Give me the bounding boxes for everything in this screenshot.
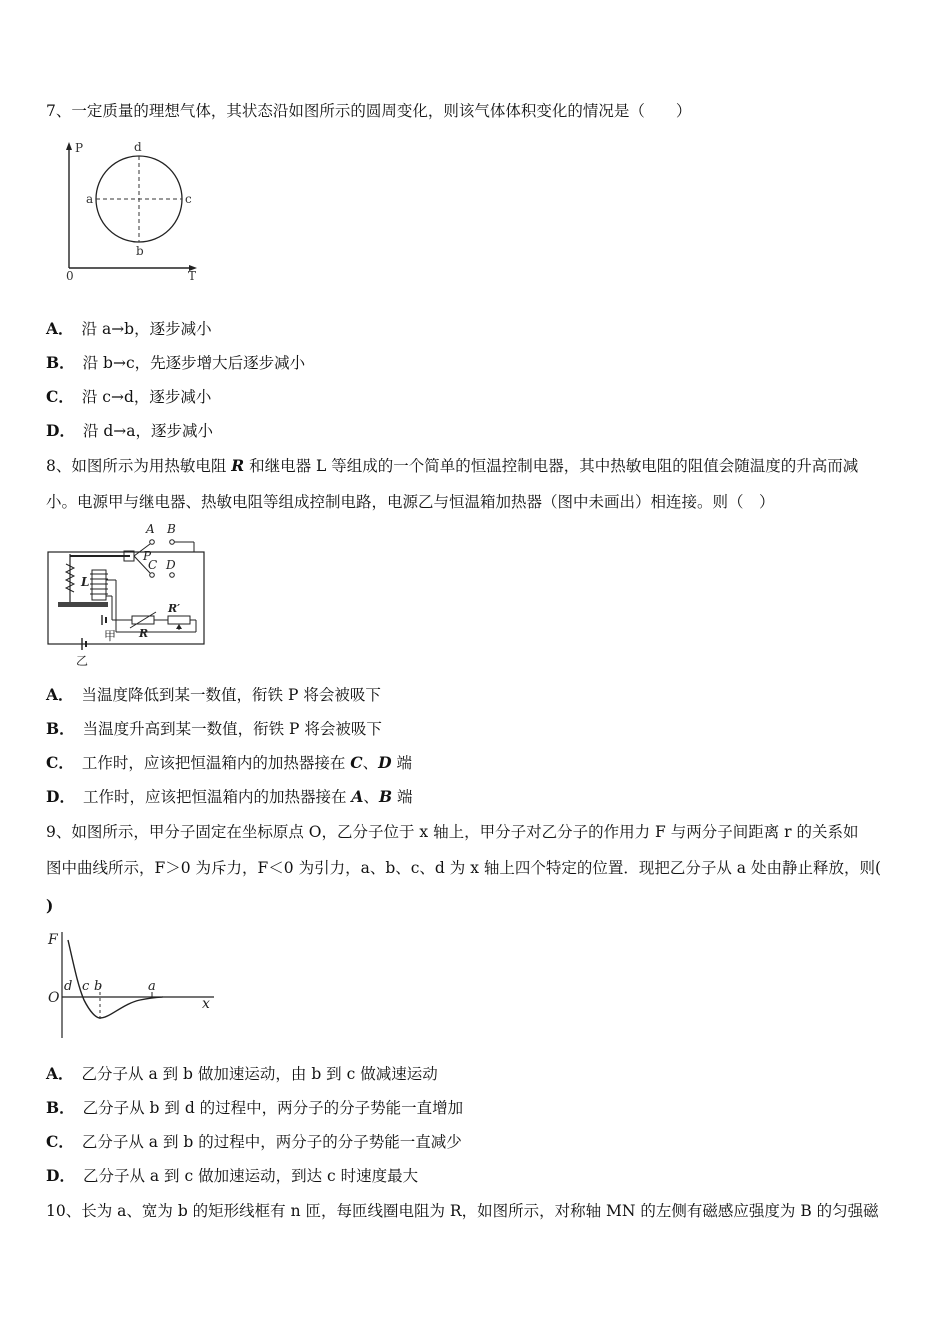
q8-option-c: C． 工作时，应该把恒温箱内的加热器接在 C、D 端 (46, 753, 413, 772)
q8-label-l: L (81, 575, 90, 589)
q8-label-rprime: R′ (168, 602, 181, 615)
q9-point-a: a (148, 979, 156, 994)
q7-option-a: A． 沿 a→b，逐步减小 (46, 319, 212, 338)
q8-label-r: R (139, 627, 149, 640)
q9-axis-f: F (48, 932, 58, 948)
q9-option-d: D． 乙分子从 a 到 c 做加速运动，到达 c 时速度最大 (46, 1166, 419, 1185)
q7-point-c: c (185, 192, 192, 206)
q8-label-p: P (143, 549, 152, 563)
q9-option-c: C． 乙分子从 a 到 b 的过程中，两分子的分子势能一直减少 (46, 1132, 462, 1151)
q8-label-c: C (148, 558, 158, 572)
q9-option-b: B． 乙分子从 b 到 d 的过程中，两分子的分子势能一直增加 (46, 1098, 464, 1117)
q8-label-a: A (146, 522, 155, 536)
q9-option-a: A． 乙分子从 a 到 b 做加速运动，由 b 到 c 做减速运动 (46, 1064, 438, 1083)
q9-force-graph (44, 926, 224, 1044)
q7-stem: 7、一定质量的理想气体，其状态沿如图所示的圆周变化，则该气体体积变化的情况是（ ） (46, 102, 692, 120)
q7-figure (55, 138, 205, 283)
q8-stem-line1: 8、如图所示为用热敏电阻 R 和继电器 L 等组成的一个简单的恒温控制电器，其中热敏电阻的阻值会随温度的升高而减 (46, 456, 859, 475)
q7-option-d: D． 沿 d→a，逐步减小 (46, 421, 214, 440)
q9-origin: O (48, 990, 60, 1006)
q8-label-jia: 甲 (104, 629, 117, 643)
q9-point-b: b (94, 979, 103, 994)
q7-axis-t: T (188, 269, 197, 283)
q8-label-d: D (166, 558, 176, 572)
q7-option-b: B． 沿 b→c，先逐步增大后逐步减小 (46, 353, 306, 372)
q8-label-yi: 乙 (76, 654, 89, 668)
q10-stem-line1: 10、长为 a、宽为 b 的矩形线框有 n 匝，每匝线圈电阻为 R，如图所示，对称轴 MN 的左侧有磁感应强度为 B 的匀强磁 (46, 1202, 879, 1220)
q8-circuit-figure (44, 520, 214, 670)
q9-stem-line3: ) (46, 896, 54, 915)
q8-option-b: B． 当温度升高到某一数值，衔铁 P 将会被吸下 (46, 719, 382, 738)
q9-point-d: d (64, 979, 73, 994)
q9-stem-line2: 图中曲线所示，F＞0 为斥力，F＜0 为引力，a、b、c、d 为 x 轴上四个特定的位置．现把乙分子从 a 处由静止释放，则( (46, 859, 882, 877)
q7-point-b: b (136, 244, 144, 258)
q8-option-a: A． 当温度降低到某一数值，衔铁 P 将会被吸下 (46, 685, 381, 704)
q9-stem-line1: 9、如图所示，甲分子固定在坐标原点 O，乙分子位于 x 轴上，甲分子对乙分子的作用力 F 与两分子间距离 r 的关系如 (46, 823, 859, 841)
q8-stem-line2: 小。电源甲与继电器、热敏电阻等组成控制电路，电源乙与恒温箱加热器（图中未画出）相连接。则（ ） (46, 493, 775, 511)
q9-axis-x: x (202, 996, 210, 1012)
q7-axis-p: P (75, 141, 84, 155)
q9-point-c: c (82, 979, 90, 994)
q7-point-a: a (86, 192, 94, 206)
q7-option-c: C． 沿 c→d，逐步减小 (46, 387, 212, 406)
q7-origin: 0 (66, 269, 74, 283)
q7-point-d: d (134, 140, 142, 154)
q8-option-d: D． 工作时，应该把恒温箱内的加热器接在 A、B 端 (46, 787, 413, 806)
q8-label-b: B (167, 522, 176, 536)
